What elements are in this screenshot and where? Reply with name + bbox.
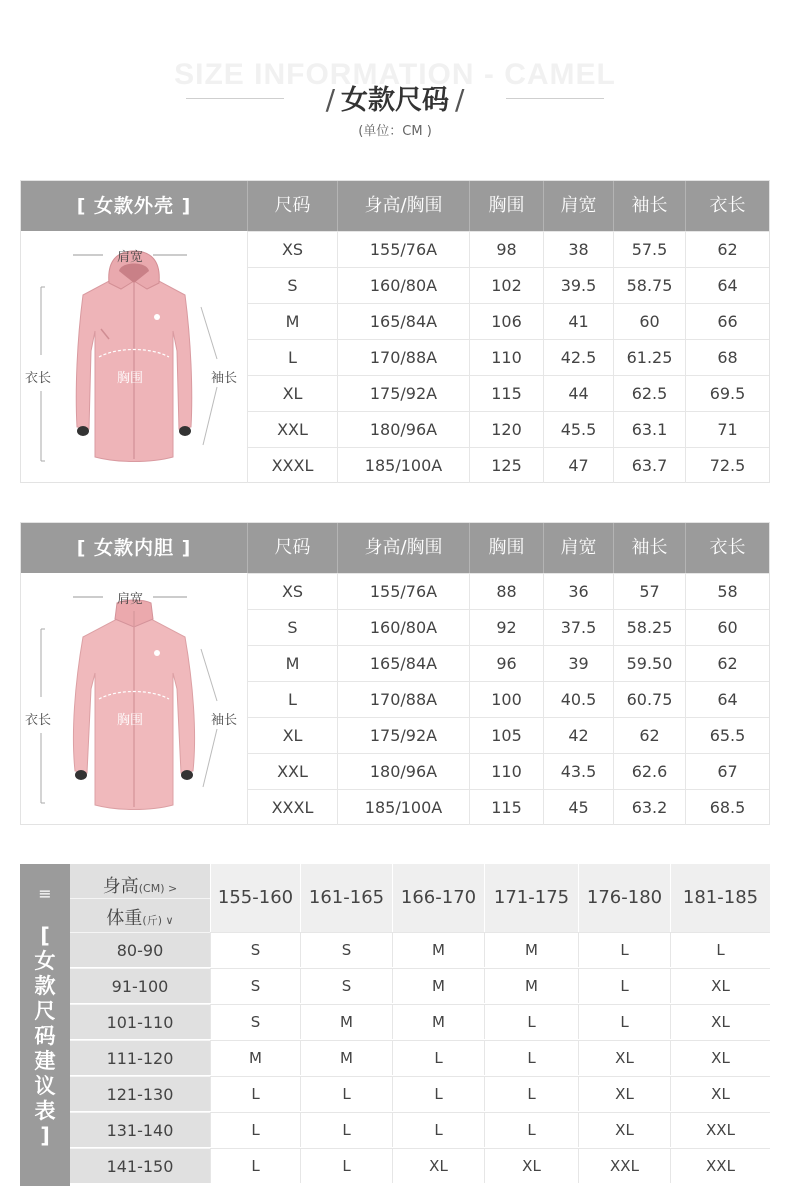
table-cell: 63.7 — [613, 448, 685, 483]
table-row — [247, 681, 769, 717]
recommended-size-cell: XL — [670, 1040, 770, 1075]
table-cell: 42.5 — [543, 340, 613, 375]
recommend-side-title — [20, 924, 70, 1149]
recommended-size-cell: M — [300, 1040, 392, 1075]
corner-divider — [70, 898, 210, 899]
recommended-size-cell: L — [210, 1112, 300, 1147]
column-header: 胸围 — [469, 181, 543, 231]
recommended-size-cell: XL — [670, 1076, 770, 1111]
table-cell: 60.75 — [613, 682, 685, 717]
side-title-char: 议 — [34, 1074, 56, 1098]
table-cell: 45.5 — [543, 412, 613, 447]
recommended-size-cell: XXL — [670, 1148, 770, 1183]
size-table-inner-fleece — [20, 522, 770, 825]
table-cell: 44 — [543, 376, 613, 411]
column-header: 身高/胸围 — [337, 181, 469, 231]
column-header: 尺码 — [247, 181, 337, 231]
table-row — [247, 645, 769, 681]
table-cell: 88 — [469, 574, 543, 609]
recommended-size-cell: L — [392, 1112, 484, 1147]
table-cell: 106 — [469, 304, 543, 339]
column-header: 胸围 — [469, 523, 543, 573]
recommended-size-cell: XL — [578, 1040, 670, 1075]
table-cell: 170/88A — [337, 682, 469, 717]
table-cell: 62 — [685, 646, 769, 681]
recommended-size-cell: XL — [670, 968, 770, 1003]
weight-range-cell: 131-140 — [70, 1112, 210, 1147]
recommended-size-cell: L — [392, 1040, 484, 1075]
dim-shoulder-label: 肩宽 — [117, 592, 144, 607]
table-cell: 58.25 — [613, 610, 685, 645]
weight-unit: (斤) ∨ — [142, 914, 174, 927]
table-cell: S — [247, 610, 337, 645]
recommended-size-cell: M — [484, 932, 578, 967]
unit-note: (单位：CM ) — [358, 124, 432, 139]
table-header — [21, 523, 769, 573]
table-cell: 69.5 — [685, 376, 769, 411]
table-cell: M — [247, 646, 337, 681]
table-cell: L — [247, 682, 337, 717]
table-cell: 36 — [543, 574, 613, 609]
table-cell: 71 — [685, 412, 769, 447]
table-cell: 72.5 — [685, 448, 769, 483]
recommended-size-cell: M — [392, 1004, 484, 1039]
column-header: 袖长 — [613, 181, 685, 231]
dim-chest-label: 胸围 — [117, 371, 144, 386]
weight-range-cell: 101-110 — [70, 1004, 210, 1039]
table-cell: 110 — [469, 754, 543, 789]
table-cell: 60 — [685, 610, 769, 645]
table-cell: 175/92A — [337, 376, 469, 411]
height-unit: (CM) > — [138, 882, 178, 895]
table-row — [247, 609, 769, 645]
table-cell: 155/76A — [337, 574, 469, 609]
table-cell: 92 — [469, 610, 543, 645]
table-row — [247, 339, 769, 375]
recommended-size-cell: L — [578, 932, 670, 967]
table-cell: 68 — [685, 340, 769, 375]
table-cell: 180/96A — [337, 412, 469, 447]
recommended-size-cell: M — [300, 1004, 392, 1039]
recommended-size-cell: L — [578, 1004, 670, 1039]
table-cell: 38 — [543, 232, 613, 267]
menu-icon: ≡ — [38, 884, 52, 903]
table-cell: 180/96A — [337, 754, 469, 789]
recommended-size-cell: M — [392, 932, 484, 967]
table-cell: 160/80A — [337, 610, 469, 645]
table-cell: XL — [247, 718, 337, 753]
recommend-corner-header — [70, 864, 210, 932]
height-range-header: 181-185 — [670, 864, 770, 932]
fleece-illustration — [21, 573, 247, 823]
table-cell: XS — [247, 574, 337, 609]
side-title-char: 女 — [34, 949, 56, 973]
recommended-size-cell: L — [300, 1112, 392, 1147]
header-background-text: SIZE INFORMATION - CAMEL — [174, 58, 616, 91]
column-header: 肩宽 — [543, 523, 613, 573]
table-row — [247, 789, 769, 825]
recommended-size-cell: L — [670, 932, 770, 967]
table-cell: 37.5 — [543, 610, 613, 645]
table-cell: XS — [247, 232, 337, 267]
weight-range-cell: 111-120 — [70, 1040, 210, 1075]
table-row — [247, 753, 769, 789]
table-cell: 64 — [685, 682, 769, 717]
recommended-size-cell: L — [210, 1148, 300, 1183]
table-cell: XXL — [247, 412, 337, 447]
table-cell: 110 — [469, 340, 543, 375]
weight-axis-label — [70, 904, 210, 930]
table-cell: 61.25 — [613, 340, 685, 375]
table-cell: 45 — [543, 790, 613, 825]
column-header: 衣长 — [685, 181, 769, 231]
table-cell: 60 — [613, 304, 685, 339]
table-title: [ 女款内胆 ] — [76, 537, 192, 559]
table-cell: 120 — [469, 412, 543, 447]
table-row — [247, 303, 769, 339]
weight-range-cell: 121-130 — [70, 1076, 210, 1111]
height-range-header: 171-175 — [484, 864, 578, 932]
recommended-size-cell: XXL — [578, 1148, 670, 1183]
weight-range-cell: 80-90 — [70, 932, 210, 967]
size-recommendation-table — [20, 864, 770, 1186]
dim-chest-label: 胸围 — [117, 713, 144, 728]
table-cell: 63.2 — [613, 790, 685, 825]
table-cell: XL — [247, 376, 337, 411]
table-cell: 115 — [469, 790, 543, 825]
height-range-header: 166-170 — [392, 864, 484, 932]
column-header: 尺码 — [247, 523, 337, 573]
table-cell: 62.5 — [613, 376, 685, 411]
column-header: 袖长 — [613, 523, 685, 573]
page-title-text: 女款尺码 — [341, 85, 449, 116]
table-cell: 62.6 — [613, 754, 685, 789]
table-cell: 115 — [469, 376, 543, 411]
table-cell: 155/76A — [337, 232, 469, 267]
table-cell: 68.5 — [685, 790, 769, 825]
table-cell: 62 — [613, 718, 685, 753]
table-row — [247, 231, 769, 267]
table-cell: 63.1 — [613, 412, 685, 447]
table-cell: 42 — [543, 718, 613, 753]
height-axis-label — [70, 872, 210, 898]
table-cell: 160/80A — [337, 268, 469, 303]
inner-fleece-diagram — [21, 573, 247, 823]
dim-length-label: 衣长 — [25, 371, 52, 386]
recommended-size-cell: XXL — [670, 1112, 770, 1147]
table-cell: 175/92A — [337, 718, 469, 753]
recommended-size-cell: XL — [392, 1148, 484, 1183]
page-title: / 女款尺码 / — [325, 83, 465, 116]
table-cell: L — [247, 340, 337, 375]
table-cell: 40.5 — [543, 682, 613, 717]
recommended-size-cell: S — [210, 968, 300, 1003]
height-range-header: 155-160 — [210, 864, 300, 932]
recommended-size-cell: M — [210, 1040, 300, 1075]
table-cell: 65.5 — [685, 718, 769, 753]
dim-sleeve-label: 袖长 — [211, 713, 238, 728]
side-title-char: 表 — [34, 1099, 56, 1123]
side-title-char: 码 — [34, 1024, 56, 1048]
recommended-size-cell: XL — [578, 1076, 670, 1111]
table-cell: 98 — [469, 232, 543, 267]
table-cell: 185/100A — [337, 448, 469, 483]
table-cell: 96 — [469, 646, 543, 681]
table-row — [247, 411, 769, 447]
recommended-size-cell: L — [210, 1076, 300, 1111]
dim-length-label: 衣长 — [25, 713, 52, 728]
recommended-size-cell: L — [484, 1004, 578, 1039]
height-range-header: 176-180 — [578, 864, 670, 932]
table-cell: XXXL — [247, 448, 337, 483]
table-cell: 39 — [543, 646, 613, 681]
height-label: 身高 — [102, 876, 139, 897]
recommended-size-cell: L — [484, 1076, 578, 1111]
table-cell: XXXL — [247, 790, 337, 825]
table-cell: 105 — [469, 718, 543, 753]
page-header — [0, 0, 790, 160]
recommended-size-cell: S — [210, 1004, 300, 1039]
table-cell: 57.5 — [613, 232, 685, 267]
table-row — [247, 375, 769, 411]
table-row — [247, 573, 769, 609]
table-cell: 62 — [685, 232, 769, 267]
weight-label: 体重 — [106, 908, 143, 929]
recommend-side-panel — [20, 864, 70, 1186]
table-cell: XXL — [247, 754, 337, 789]
table-title: [ 女款外壳 ] — [76, 195, 192, 217]
weight-range-cell: 91-100 — [70, 968, 210, 1003]
side-title-char: ] — [40, 1124, 50, 1148]
recommended-size-cell: XL — [578, 1112, 670, 1147]
recommended-size-cell: S — [300, 932, 392, 967]
table-cell: 64 — [685, 268, 769, 303]
side-title-char: [ — [40, 924, 50, 948]
table-cell: 100 — [469, 682, 543, 717]
table-cell: 66 — [685, 304, 769, 339]
recommended-size-cell: M — [484, 968, 578, 1003]
table-cell: 165/84A — [337, 304, 469, 339]
table-cell: M — [247, 304, 337, 339]
dim-shoulder-label: 肩宽 — [117, 250, 144, 265]
table-row — [247, 267, 769, 303]
recommended-size-cell: L — [300, 1076, 392, 1111]
table-cell: 59.50 — [613, 646, 685, 681]
size-table-outer-shell — [20, 180, 770, 483]
recommended-size-cell: XL — [484, 1148, 578, 1183]
table-cell: 43.5 — [543, 754, 613, 789]
side-title-char: 款 — [34, 974, 56, 998]
dim-sleeve-label: 袖长 — [211, 371, 238, 386]
recommended-size-cell: XL — [670, 1004, 770, 1039]
table-row — [247, 717, 769, 753]
table-cell: 41 — [543, 304, 613, 339]
table-cell: 185/100A — [337, 790, 469, 825]
table-cell: 58 — [685, 574, 769, 609]
table-cell: 58.75 — [613, 268, 685, 303]
recommended-size-cell: S — [300, 968, 392, 1003]
table-cell: 165/84A — [337, 646, 469, 681]
column-header: 肩宽 — [543, 181, 613, 231]
weight-range-cell: 141-150 — [70, 1148, 210, 1183]
table-header — [21, 181, 769, 231]
side-title-char: 尺 — [34, 999, 56, 1023]
table-cell: 47 — [543, 448, 613, 483]
recommended-size-cell: L — [484, 1112, 578, 1147]
table-row — [247, 447, 769, 483]
outer-jacket-diagram — [21, 231, 247, 481]
table-cell: 125 — [469, 448, 543, 483]
side-title-char: 建 — [34, 1049, 56, 1073]
table-cell: S — [247, 268, 337, 303]
column-header: 衣长 — [685, 523, 769, 573]
table-cell: 170/88A — [337, 340, 469, 375]
column-header: 身高/胸围 — [337, 523, 469, 573]
table-cell: 57 — [613, 574, 685, 609]
recommended-size-cell: L — [392, 1076, 484, 1111]
table-cell: 39.5 — [543, 268, 613, 303]
recommended-size-cell: L — [484, 1040, 578, 1075]
recommended-size-cell: L — [578, 968, 670, 1003]
table-cell: 67 — [685, 754, 769, 789]
recommended-size-cell: L — [300, 1148, 392, 1183]
table-cell: 102 — [469, 268, 543, 303]
recommended-size-cell: M — [392, 968, 484, 1003]
jacket-illustration — [21, 231, 247, 481]
recommended-size-cell: S — [210, 932, 300, 967]
height-range-header: 161-165 — [300, 864, 392, 932]
